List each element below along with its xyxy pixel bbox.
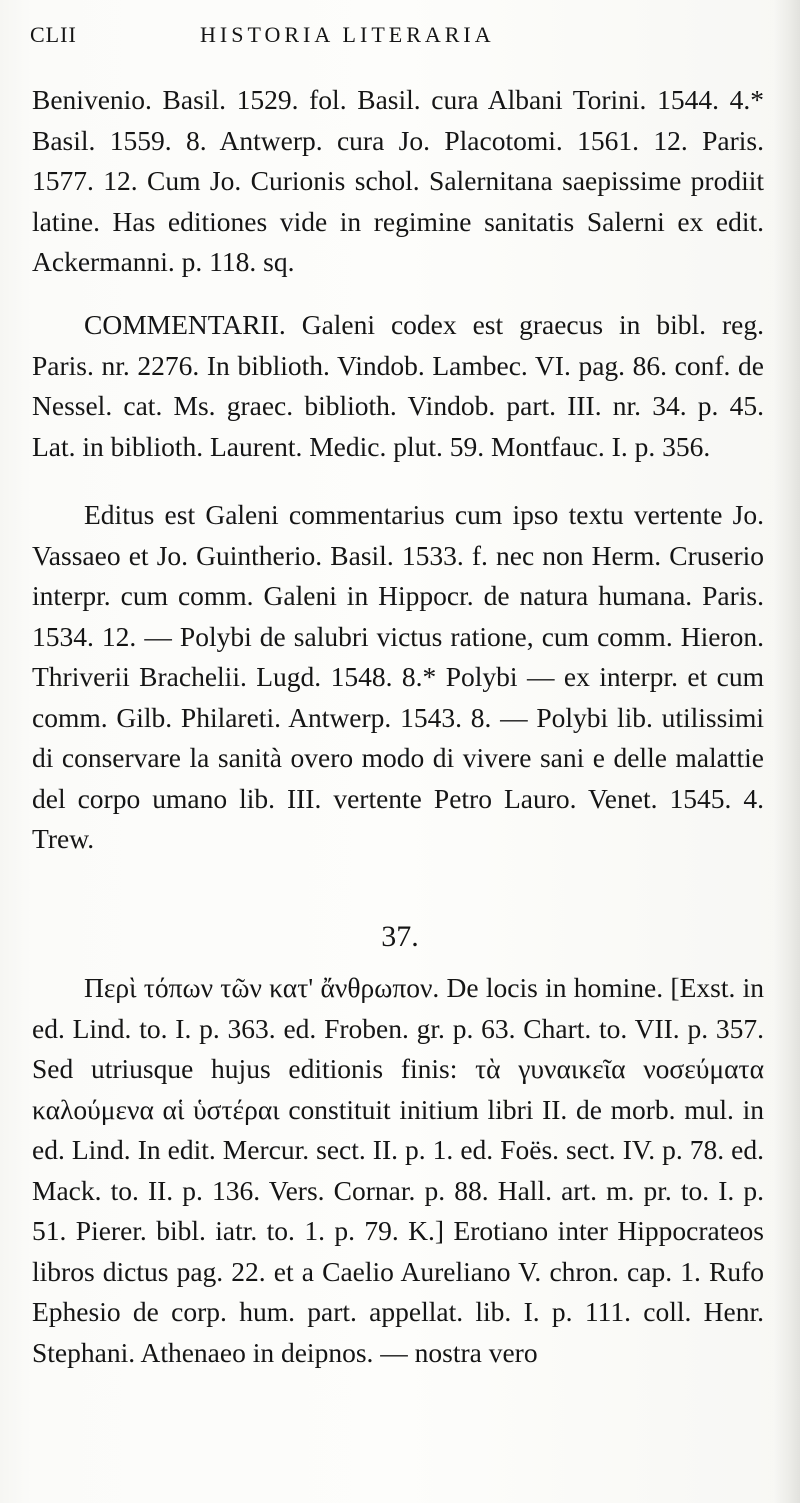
paragraph-commentarii [32, 305, 764, 467]
page-folio: CLII [30, 22, 77, 47]
running-head: HISTORIA LITERARIA [200, 22, 495, 47]
page-header [30, 22, 770, 52]
paragraph-text: Editus est Galeni commentarius cum ipso textu vertente Jo. Vassaeo et Jo. Guintherio. Basil. 1533. f. nec non Herm. Cruserio interpr. cum comm. Galeni in Hippocr. de natura humana. Paris. 1534. 12. — Polybi de salubri victus ratione, cum comm. Hieron. Thriverii Brachelii. Lugd. 1548. 8.* Polybi — ex interpr. et cum comm. Gilb. Philareti. Antwerp. 1543. 8. — Polybi lib. utilissimi di conservare la sanità overo modo di vivere sani e delle malattie del corpo umano lib. III. vertente Petro Lauro. Venet. 1545. 4. Trew. [32, 499, 764, 854]
paragraph-editus [32, 495, 764, 860]
page-edge-shadow [774, 0, 800, 1503]
paragraph-editions [32, 80, 764, 283]
section-number: 37. [381, 920, 419, 953]
paragraph-text: Benivenio. Basil. 1529. fol. Basil. cura Albani Torini. 1544. 4.* Basil. 1559. 8. Antwerp. cura Jo. Placotomi. 1561. 12. Paris. 1577. 12. Cum Jo. Curionis schol. Salernitana saepissime prodiit latine. Has editiones vide in regimine sanitatis Salerni ex edit. Ackermanni. p. 118. sq. [32, 84, 764, 277]
paragraph-text: Περὶ τόπων τῶν κατ' ἄνθρωπον. De locis in homine. [Exst. in ed. Lind. to. I. p. 363. ed. Froben. gr. p. 63. Chart. to. VII. p. 357. Sed utriusque hujus editionis finis: τὰ γυναικεῖα νοσεύματα καλούμενα αἱ ὑστέραι constituit initium libri II. de morb. mul. in ed. Lind. In edit. Mercur. sect. II. p. 1. ed. Foës. sect. IV. p. 78. ed. Mack. to. II. p. 136. Vers. Cornar. p. 88. Hall. art. m. pr. to. I. p. 51. Pierer. bibl. iatr. to. 1. p. 79. K.] Erotiano inter Hippocrateos libros dictus pag. 22. et a Caelio Aureliano V. chron. cap. 1. Rufo Ephesio de corp. hum. part. appellat. lib. I. p. 111. coll. Henr. Stephani. Athenaeo in deipnos. — nostra vero [32, 972, 764, 1368]
paragraph-de-locis [32, 968, 764, 1373]
paragraph-text: COMMENTARII. Galeni codex est graecus in bibl. reg. Paris. nr. 2276. In biblioth. Vindob. Lambec. VI. pag. 86. conf. de Nessel. cat. Ms. graec. biblioth. Vindob. part. III. nr. 34. p. 45. Lat. in biblioth. Laurent. Medic. plut. 59. Montfauc. I. p. 356. [32, 309, 764, 462]
